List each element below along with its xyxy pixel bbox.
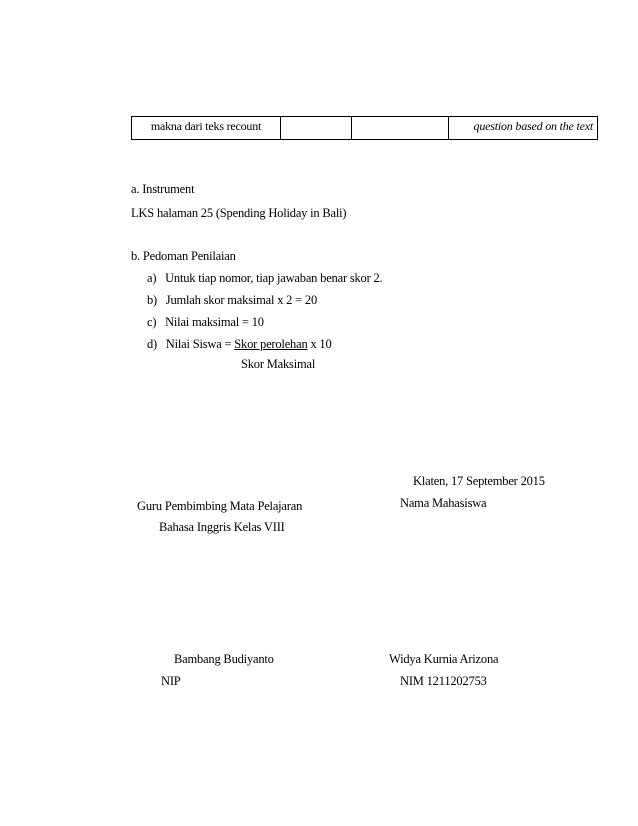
pedoman-item-c: c) Nilai maksimal = 10 [147,315,264,329]
pedoman-item-b: b) Jumlah skor maksimal x 2 = 20 [147,293,318,307]
place-date: Klaten, 17 September 2015 [413,474,545,488]
instrument-heading: a. Instrument [131,182,195,196]
table-cell-indicator: makna dari teks recount [132,117,281,140]
table-cell-empty-1 [281,117,352,140]
table-cell-empty-2 [352,117,449,140]
right-signer-name: Widya Kurnia Arizona [389,652,499,666]
pedoman-item-a: a) Untuk tiap nomor, tiap jawaban benar skor 2. [147,271,383,285]
right-role: Nama Mahasiswa [400,496,487,510]
table-row [132,117,598,140]
left-signer-name: Bambang Budiyanto [174,652,274,666]
assessment-table-row [131,116,598,140]
table-cell-question: question based on the text [449,117,598,140]
left-signer-id: NIP [161,674,181,688]
formula-denominator: Skor Maksimal [241,357,316,371]
pedoman-item-d [147,336,332,352]
formula-prefix: d) Nilai Siswa = [147,337,235,351]
right-signer-id: NIM 1211202753 [400,674,487,688]
left-role-2: Bahasa Inggris Kelas VIII [159,520,285,534]
pedoman-heading: b. Pedoman Penilaian [131,249,236,263]
left-role-1: Guru Pembimbing Mata Pelajaran [137,499,303,513]
formula-numerator: Skor perolehan [234,337,308,351]
instrument-text: LKS halaman 25 (Spending Holiday in Bali) [131,206,347,220]
formula-suffix: x 10 [307,337,332,351]
